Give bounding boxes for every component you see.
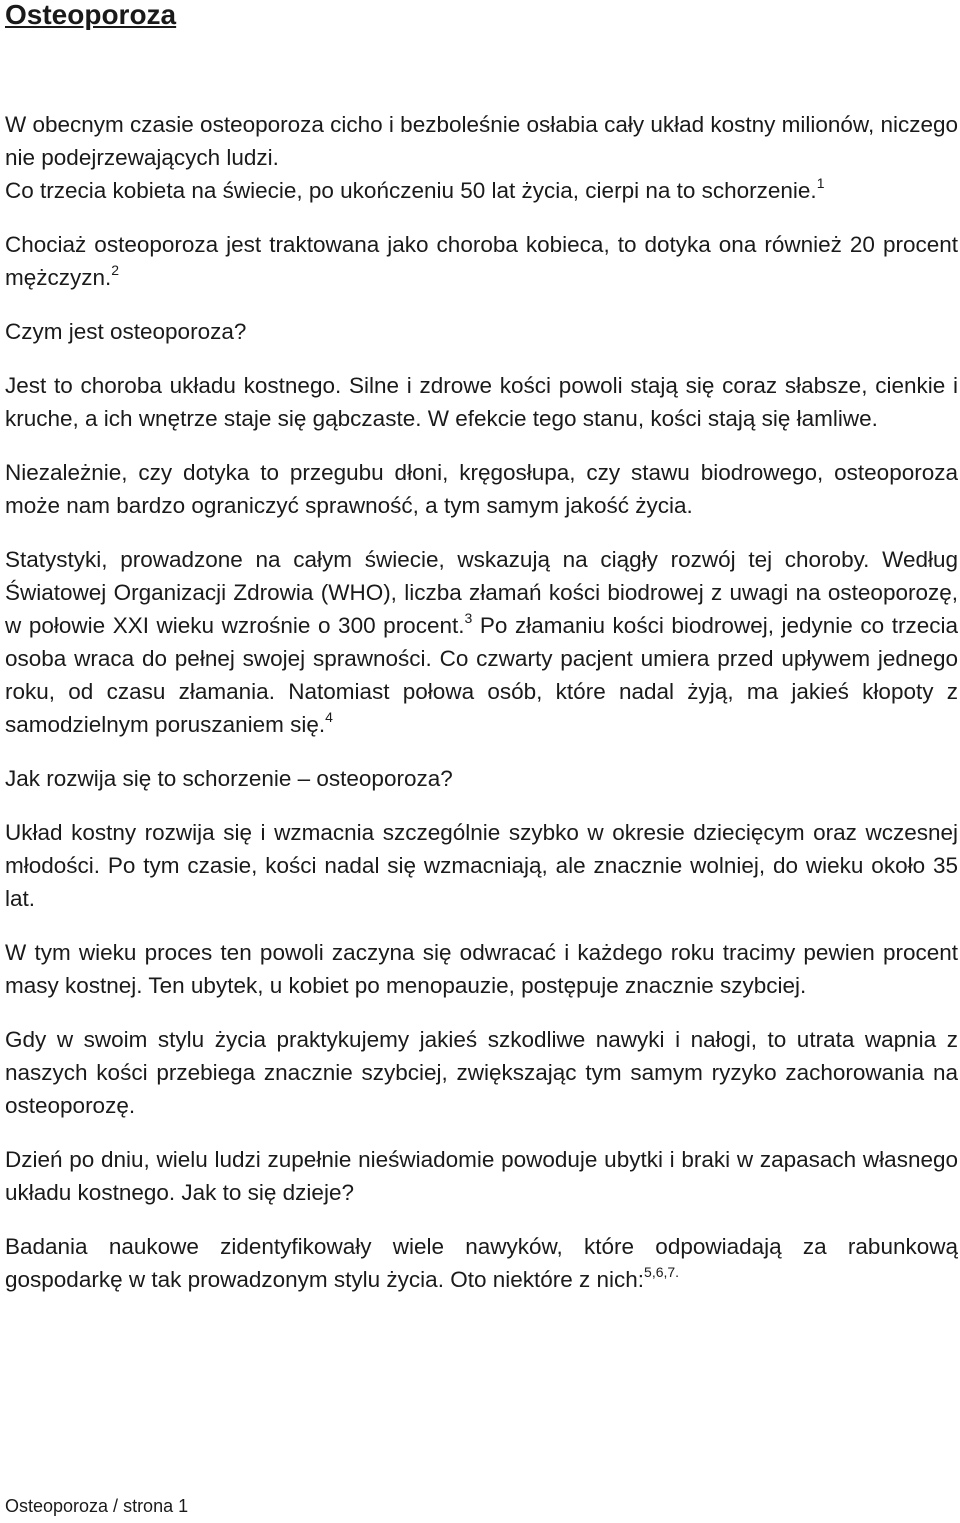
section-heading-development: Jak rozwija się to schorzenie – osteoporoza? xyxy=(5,766,453,791)
paragraph-bone-loss: W tym wieku proces ten powoli zaczyna się odwracać i każdego roku tracimy pewien procent masy kostnej. Ten ubytek, u kobiet po menopauzie, postępuje znacznie szybciej. xyxy=(5,940,958,998)
paragraph-statistic-men xyxy=(5,228,958,294)
page-footer: Osteoporoza / strona 1 xyxy=(5,1496,189,1516)
footnote-ref: 3 xyxy=(464,609,473,626)
paragraph-text: Co trzecia kobieta na świecie, po ukończeniu 50 lat życia, cierpi na to schorzenie. xyxy=(5,178,817,203)
paragraph-habits: Gdy w swoim stylu życia praktykujemy jakieś szkodliwe nawyki i nałogi, to utrata wapnia z naszych kości przebiega znacznie szybciej, zwiększając tym samym ryzyko zachorowania na osteoporozę. xyxy=(5,1027,958,1118)
footnote-ref: 2 xyxy=(111,261,120,278)
footnote-ref: 5,6,7. xyxy=(644,1263,680,1280)
paragraph-text: Statystyki, prowadzone na całym świecie, wskazują na ciągły rozwój tej choroby. Według Światowej Organizacji Zdrowia (WHO), liczba złamań kości biodrowej z uwagi na osteoporozę, w połowie XXI wieku wzrośnie o 300 procent. xyxy=(5,547,958,638)
paragraph-text: Po złamaniu kości biodrowej, jedynie co trzecia osoba wraca do pełnej swojej sprawności. Co czwarty pacjent umiera przed upływem jednego roku, od czasu złamania. Natomiast połowa osób, które nadal żyją, ma jakieś kłopoty z samodzielnym poruszaniem się. xyxy=(5,613,959,737)
page-title: Osteoporoza xyxy=(5,0,177,30)
footnote-ref: 4 xyxy=(325,708,333,725)
paragraph-definition: Jest to choroba układu kostnego. Silne i zdrowe kości powoli stają się coraz słabsze, cienkie i kruche, a ich wnętrze staje się gąbczaste. W efekcie tego stanu, kości stają się łamliwe. xyxy=(5,373,958,431)
paragraph-bone-growth: Układ kostny rozwija się i wzmacnia szczególnie szybko w okresie dziecięcym oraz wczesnej młodości. Po tym czasie, kości nadal się wzmacniają, ale znacznie wolniej, do wieku około 35 lat. xyxy=(5,820,958,911)
footnote-ref: 1 xyxy=(816,174,825,191)
paragraph-impact: Niezależnie, czy dotyka to przegubu dłoni, kręgosłupa, czy stawu biodrowego, osteoporoza może nam bardzo ograniczyć sprawność, a tym samym jakość życia. xyxy=(5,460,958,518)
paragraph-research xyxy=(5,1230,958,1296)
paragraph-statistic-women xyxy=(5,174,958,207)
paragraph-unaware: Dzień po dniu, wielu ludzi zupełnie nieświadomie powoduje ubytki i braki w zapasach własnego układu kostnego. Jak to się dzieje? xyxy=(5,1147,958,1205)
document-page xyxy=(5,0,958,1317)
paragraph-text: Badania naukowe zidentyfikowały wiele nawyków, które odpowiadają za rabunkową gospodarkę w tak prowadzonym stylu życia. Oto niektóre z nich: xyxy=(5,1234,958,1292)
paragraph-intro: W obecnym czasie osteoporoza cicho i bezboleśnie osłabia cały układ kostny milionów, niczego nie podejrzewających ludzi. xyxy=(5,112,958,170)
document-body xyxy=(5,108,958,1296)
paragraph-text: Chociaż osteoporoza jest traktowana jako choroba kobieca, to dotyka ona również 20 procent mężczyzn. xyxy=(5,232,958,290)
section-heading-what-is: Czym jest osteoporoza? xyxy=(5,319,247,344)
paragraph-statistics xyxy=(5,543,958,741)
